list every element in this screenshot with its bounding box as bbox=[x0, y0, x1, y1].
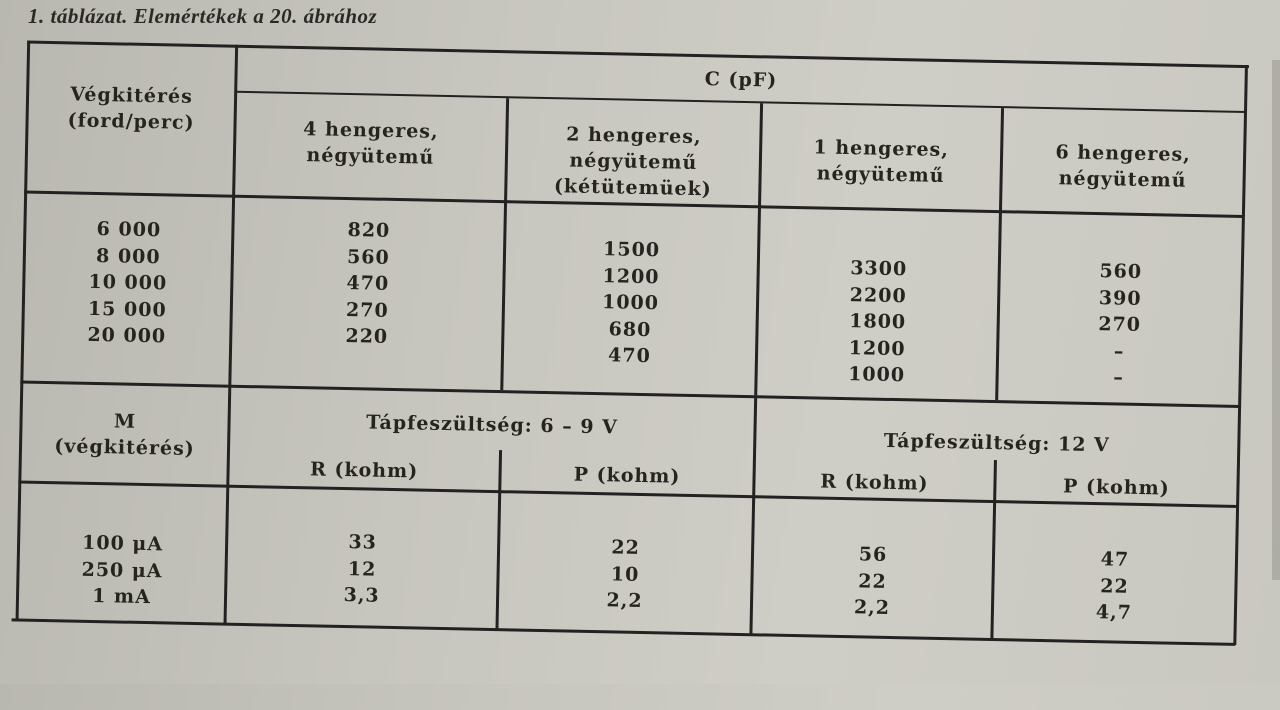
table-cell: 3,3 bbox=[343, 584, 380, 607]
col-header-6-cyl: 6 hengeres, négyütemű bbox=[1055, 141, 1192, 192]
row-header-top: Végkitérés (ford/perc) bbox=[67, 83, 195, 134]
subheader-p-6-9v: P (kohm) bbox=[573, 463, 681, 488]
table-cell: 56 bbox=[858, 543, 888, 566]
rpm-label: 15 000 bbox=[87, 297, 167, 321]
subheader-r-12v: R (kohm) bbox=[820, 470, 929, 495]
row-header-bottom: M (végkitérés) bbox=[54, 410, 195, 460]
table-cell: 220 bbox=[345, 325, 389, 348]
subheader-p-12v: P (kohm) bbox=[1062, 475, 1170, 500]
rpm-labels bbox=[24, 215, 232, 352]
values-6-cyl bbox=[998, 256, 1241, 393]
group-header-12v: Tápfeszültség: 12 V bbox=[883, 429, 1110, 457]
table-cell: 470 bbox=[346, 272, 390, 295]
table-cell: 270 bbox=[345, 298, 389, 322]
group-header-capacitance: C (pF) bbox=[704, 68, 778, 92]
table-cell: 22 bbox=[1100, 574, 1129, 598]
table-cell: 680 bbox=[608, 317, 652, 341]
rpm-label: 20 000 bbox=[87, 323, 167, 348]
group-header-6-9v: Tápfeszültség: 6 – 9 V bbox=[366, 411, 619, 439]
rpm-label: 6 000 bbox=[96, 217, 162, 242]
current-label: 250 μA bbox=[81, 558, 163, 582]
values-2-cyl bbox=[504, 234, 758, 372]
table-cell: 2,2 bbox=[853, 596, 891, 619]
values-p-12v bbox=[994, 544, 1236, 628]
table-cell: 4,7 bbox=[1095, 601, 1133, 624]
col-header-2-cyl: 2 hengeres, négyütemű (kétütemüek) bbox=[553, 123, 712, 201]
table-cell: 470 bbox=[607, 344, 652, 368]
table-cell: 33 bbox=[348, 531, 378, 554]
table-cell: 560 bbox=[1099, 260, 1143, 283]
table-cell: 270 bbox=[1098, 313, 1142, 336]
col-header-4-cyl: 4 hengeres, négyütemű bbox=[303, 118, 439, 169]
values-p-6-9v bbox=[499, 532, 752, 617]
page-edge-shadow bbox=[1272, 60, 1280, 580]
col-header-1-cyl: 1 hengeres, négyütemű bbox=[813, 136, 950, 187]
values-1-cyl bbox=[757, 253, 998, 390]
current-labels bbox=[19, 529, 226, 613]
table-cell: 10 bbox=[610, 562, 640, 586]
table-cell: 1000 bbox=[601, 291, 660, 315]
table-cell: 1800 bbox=[849, 310, 907, 334]
table-cell: 3300 bbox=[850, 257, 908, 281]
rpm-label: 10 000 bbox=[88, 270, 168, 295]
table-cell: 1200 bbox=[602, 264, 660, 288]
table-cell: 390 bbox=[1098, 286, 1142, 310]
values-4-cyl bbox=[232, 215, 504, 353]
table-cell: 12 bbox=[347, 557, 377, 581]
table-cell: 560 bbox=[346, 245, 390, 269]
table-cell: – bbox=[1113, 366, 1125, 389]
current-label: 1 mA bbox=[91, 584, 152, 609]
table-caption: 1. táblázat. Elemértékek a 20. ábrához bbox=[28, 4, 378, 28]
table-cell: 820 bbox=[347, 219, 391, 242]
table-cell: – bbox=[1113, 339, 1125, 363]
table-cell: 1000 bbox=[847, 363, 906, 387]
table-cell: 22 bbox=[611, 536, 641, 559]
table-cell: 2,2 bbox=[606, 589, 643, 613]
table-cell: 1200 bbox=[848, 336, 906, 360]
values-r-12v bbox=[753, 539, 993, 623]
rpm-label: 8 000 bbox=[95, 244, 161, 268]
current-label: 100 μA bbox=[81, 531, 164, 556]
table-cell: 47 bbox=[1100, 548, 1130, 571]
values-r-6-9v bbox=[227, 527, 498, 612]
table-cell: 2200 bbox=[849, 283, 907, 307]
table-cell: 22 bbox=[858, 569, 887, 593]
table-cell: 1500 bbox=[602, 238, 661, 262]
subheader-r-6-9v: R (kohm) bbox=[309, 458, 419, 483]
